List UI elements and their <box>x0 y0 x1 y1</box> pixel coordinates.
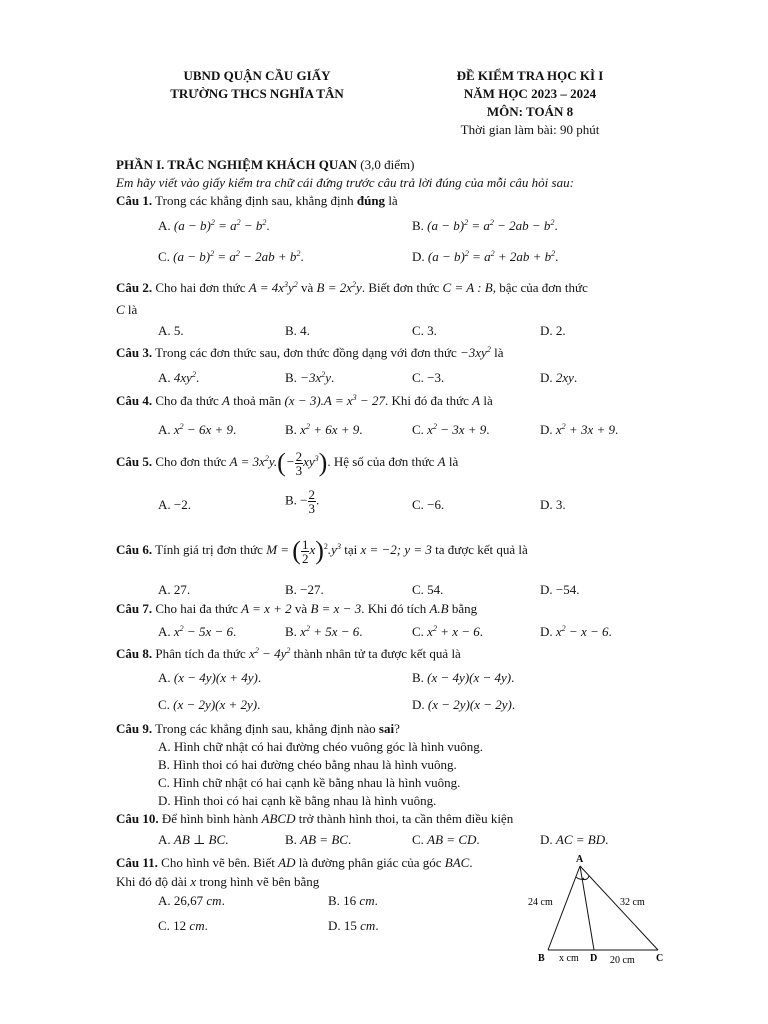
q11-option-c: C. 12 cm. <box>158 918 208 933</box>
q7-option-b: B. $x^2 + 5x - 6$. <box>285 624 363 639</box>
q8-option-a: A. (x − 4y)(x + 4y). <box>158 670 262 685</box>
time-allowed: Thời gian làm bài: 90 phút <box>460 122 600 137</box>
side-ab <box>548 866 580 950</box>
side-ab-label: 24 cm <box>528 897 553 908</box>
segment-dc-label: 20 cm <box>610 955 635 966</box>
q2-option-c: C. 3. <box>412 323 437 338</box>
q11-option-a: A. 26,67 cm. <box>158 893 225 908</box>
q4-option-d: D. $x^2 + 3x + 9$. <box>540 422 619 437</box>
question-4: Câu 4. Cho đa thức A thoả mãn $(x - 3).A = x^3 - 27$. Khi đó đa thức A là <box>116 393 493 408</box>
q6-option-b: B. −27. <box>285 582 324 597</box>
q11-option-b: B. 16 cm. <box>328 893 378 908</box>
question-6: Câu 6. Tính giá trị đơn thức M = ( $\frac{1}{2}$ $x)^2.y^3$ tại x = −2; y = 3 ta được kết quả là <box>116 536 528 566</box>
q1-option-c: C. $(a - b)^2 = a^2 - 2ab + b^2$. <box>158 249 304 264</box>
angle-mark-2 <box>582 876 589 880</box>
section-title: PHẦN I. TRẮC NGHIỆM KHÁCH QUAN (3,0 điểm) <box>116 157 415 172</box>
segment-bd-label: x cm <box>559 953 579 964</box>
q10-option-a: A. AB ⊥ BC. <box>158 832 229 847</box>
q3-option-b: B. $-3x^2y$. <box>285 370 335 385</box>
q11-option-d: D. 15 cm. <box>328 918 379 933</box>
section-instruction: Em hãy viết vào giấy kiểm tra chữ cái đứng trước câu trả lời đúng của mỗi câu hỏi sau: <box>116 175 574 190</box>
question-2-cont: C là <box>116 302 138 317</box>
q6-option-c: C. 54. <box>412 582 444 597</box>
q2-option-b: B. 4. <box>285 323 310 338</box>
q3-option-a: A. $4xy^2$. <box>158 370 200 385</box>
q8-option-c: C. (x − 2y)(x + 2y). <box>158 697 261 712</box>
vertex-c-label: C <box>656 953 664 964</box>
q7-option-a: A. $x^2 - 5x - 6$. <box>158 624 237 639</box>
q1-option-b: B. $(a - b)^2 = a^2 - 2ab - b^2$. <box>412 218 558 233</box>
q9-option-d: D. Hình thoi có hai cạnh kề bằng nhau là hình vuông. <box>158 793 437 808</box>
q6-option-a: A. 27. <box>158 582 191 597</box>
q7-option-c: C. $x^2 + x - 6$. <box>412 624 484 639</box>
question-8: Câu 8. Phân tích đa thức $x^2 - 4y^2$ thành nhân tử ta được kết quả là <box>116 646 461 661</box>
q8-option-d: D. (x − 2y)(x − 2y). <box>412 697 516 712</box>
q10-option-c: C. AB = CD. <box>412 832 480 847</box>
vertex-b-label: B <box>538 953 545 964</box>
question-3: Câu 3. Trong các đơn thức sau, đơn thức đồng dạng với đơn thức $-3xy^2$ là <box>116 345 504 360</box>
q1-option-d: D. $(a - b)^2 = a^2 + 2ab + b^2$. <box>412 249 559 264</box>
school-name: TRƯỜNG THCS NGHĨA TÂN <box>170 86 344 101</box>
question-1: Câu 1. Trong các khẳng định sau, khẳng định đúng là <box>116 193 398 208</box>
q9-option-c: C. Hình chữ nhật có hai cạnh kề bằng nhau là hình vuông. <box>158 775 461 790</box>
school-district: UBND QUẬN CẦU GIẤY <box>183 68 331 83</box>
q6-option-d: D. −54. <box>540 582 580 597</box>
question-9: Câu 9. Trong các khẳng định sau, khẳng định nào sai? <box>116 721 400 736</box>
q4-option-b: B. $x^2 + 6x + 9$. <box>285 422 363 437</box>
question-11-cont: Khi đó độ dài x trong hình vẽ bên bằng <box>116 874 320 889</box>
school-year: NĂM HỌC 2023 – 2024 <box>463 86 597 101</box>
q10-option-d: D. AC = BD. <box>540 832 609 847</box>
q8-option-b: B. (x − 4y)(x − 4y). <box>412 670 515 685</box>
q5-option-a: A. −2. <box>158 497 191 512</box>
q5-option-b: B. − $\frac{2}{3}$ . <box>285 487 320 516</box>
q4-option-c: C. $x^2 - 3x + 9$. <box>412 422 490 437</box>
subject: MÔN: TOÁN 8 <box>486 104 574 119</box>
q3-option-d: D. 2xy. <box>540 370 578 385</box>
q9-option-a: A. Hình chữ nhật có hai đường chéo vuông góc là hình vuông. <box>158 739 483 754</box>
q9-option-b: B. Hình thoi có hai đường chéo bằng nhau là hình vuông. <box>158 757 457 772</box>
q2-option-d: D. 2. <box>540 323 566 338</box>
vertex-a-label: A <box>576 854 584 865</box>
vertex-d-label: D <box>590 953 598 964</box>
q5-option-d: D. 3. <box>540 497 566 512</box>
question-5: Câu 5. Cho đơn thức $A = 3x^2y.(-$ $\frac{2}{3}$ $xy^3$). Hệ số của đơn thức A là <box>116 448 459 478</box>
q4-option-a: A. $x^2 - 6x + 9$. <box>158 422 237 437</box>
exam-title: ĐỀ KIỂM TRA HỌC KÌ I <box>456 68 604 83</box>
question-2: Câu 2. Cho hai đơn thức $A = 4x^3y^2$ và $B = 2x^2y$. Biết đơn thức C = A : B, bậc của đơn thức <box>116 280 588 295</box>
q7-option-d: D. $x^2 - x - 6$. <box>540 624 612 639</box>
triangle-figure <box>520 850 670 970</box>
question-10: Câu 10. Để hình bình hành ABCD trở thành hình thoi, ta cần thêm điều kiện <box>116 811 514 826</box>
q2-option-a: A. 5. <box>158 323 184 338</box>
question-11: Câu 11. Cho hình vẽ bên. Biết AD là đường phân giác của góc BAC. <box>116 855 473 870</box>
side-ac-label: 32 cm <box>620 897 645 908</box>
q1-option-a: A. $(a - b)^2 = a^2 - b^2$. <box>158 218 270 233</box>
question-7: Câu 7. Cho hai đa thức A = x + 2 và B = x − 3. Khi đó tích A.B bằng <box>116 601 478 616</box>
q5-option-c: C. −6. <box>412 497 445 512</box>
q3-option-c: C. −3. <box>412 370 445 385</box>
q10-option-b: B. AB = BC. <box>285 832 352 847</box>
